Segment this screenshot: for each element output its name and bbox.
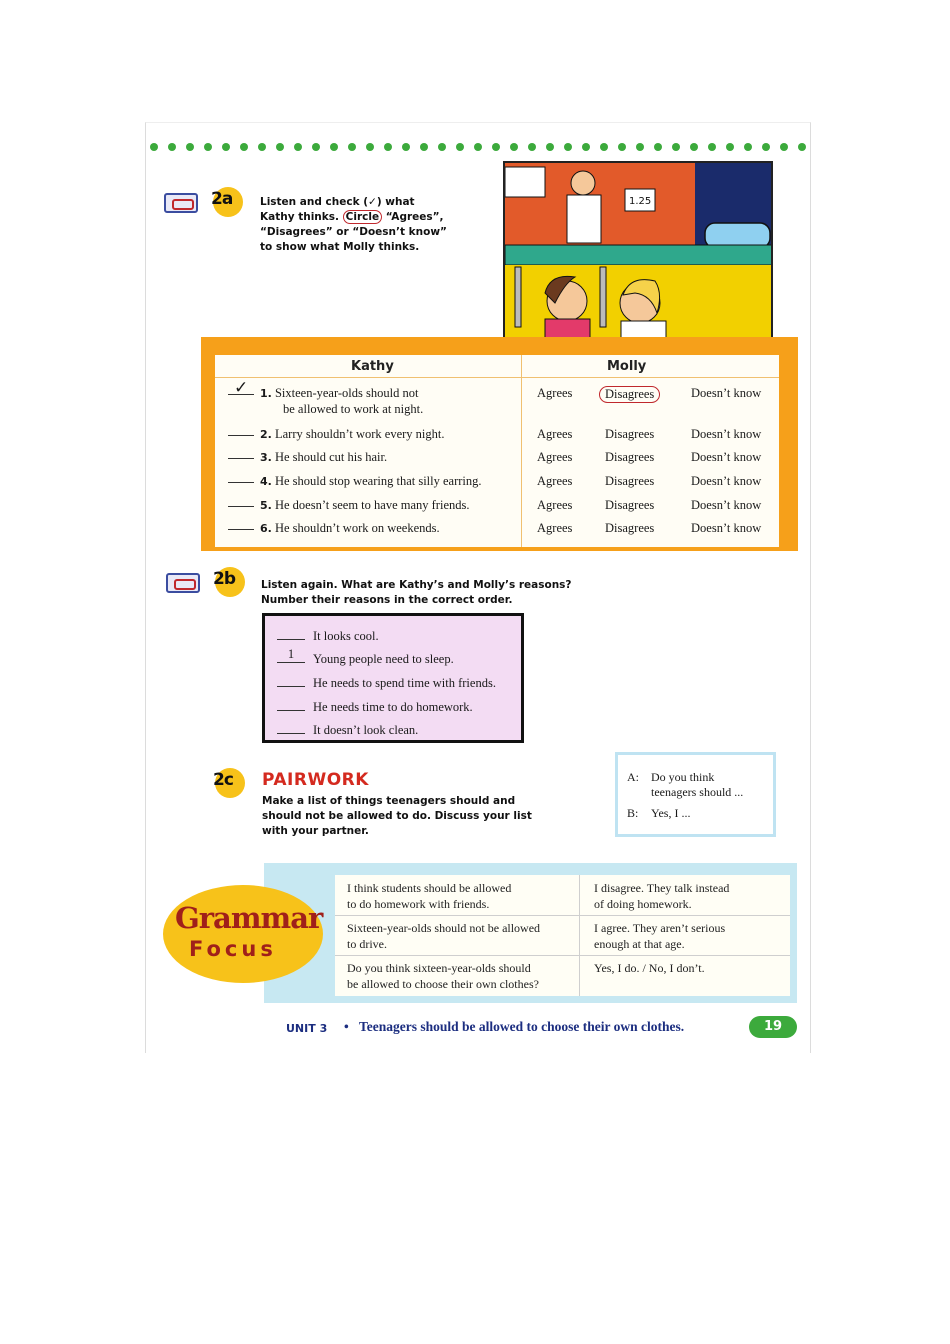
divider-dot	[546, 143, 554, 151]
header-molly: Molly	[607, 359, 647, 374]
order-blank[interactable]	[277, 625, 305, 640]
divider-dot	[600, 143, 608, 151]
option-agrees[interactable]: Agrees	[537, 521, 573, 535]
divider-dot	[456, 143, 464, 151]
divider-dot	[474, 143, 482, 151]
divider-dot	[348, 143, 356, 151]
divider-dot	[690, 143, 698, 151]
section-badge-2c: 2c	[215, 768, 245, 798]
grammar-statement-cont: to drive.	[347, 937, 387, 951]
answer-blank[interactable]	[228, 505, 254, 507]
option-agrees[interactable]: Agrees	[537, 386, 573, 400]
check-mark: ✓	[234, 378, 249, 397]
reason-text: It looks cool.	[313, 629, 379, 643]
option-disagrees[interactable]: Disagrees	[605, 521, 655, 535]
divider-dot	[636, 143, 644, 151]
answer-blank[interactable]	[228, 434, 254, 436]
divider-dot	[402, 143, 410, 151]
item-number: 3.	[260, 451, 272, 464]
divider-dot	[708, 143, 716, 151]
grammar-focus-subtitle: Focus	[189, 937, 277, 961]
grammar-response-cont: enough at that age.	[594, 937, 685, 951]
circled-word: Circle	[343, 210, 382, 224]
grammar-statement-cont: to do homework with friends.	[347, 897, 490, 911]
answer-blank[interactable]	[228, 528, 254, 530]
option-agrees[interactable]: Agrees	[537, 450, 573, 464]
reason-text: He needs to spend time with friends.	[313, 676, 496, 690]
footer-bullet: •	[344, 1019, 349, 1034]
divider-dot	[672, 143, 680, 151]
statement-text: He shouldn’t work on weekends.	[274, 521, 440, 535]
check-symbol: ✓	[368, 196, 377, 208]
order-blank[interactable]: 1	[277, 648, 305, 663]
option-doesnt-know[interactable]: Doesn’t know	[691, 474, 762, 488]
order-blank[interactable]	[277, 719, 305, 734]
option-disagrees[interactable]: Disagrees	[605, 450, 655, 464]
diner-scene	[505, 163, 773, 347]
reason-item	[277, 672, 496, 691]
grammar-response-cont: of doing homework.	[594, 897, 692, 911]
divider-dot	[654, 143, 662, 151]
diner-illustration	[503, 161, 773, 347]
grammar-focus-badge	[163, 885, 323, 983]
sample-dialog: A: Do you think teenagers should ... B: Yes, I ...	[615, 752, 776, 837]
instruction-2a: Listen and check (✓) what Kathy thinks. Circle “Agrees”, “Disagrees” or “Doesn’t know” to show what Molly thinks.	[260, 196, 447, 253]
divider-dot	[438, 143, 446, 151]
textbook-page	[145, 122, 811, 1053]
divider-dot	[330, 143, 338, 151]
statement-text: He should stop wearing that silly earring.	[274, 474, 482, 488]
option-doesnt-know[interactable]: Doesn’t know	[691, 427, 762, 441]
divider-dot	[294, 143, 302, 151]
option-agrees[interactable]: Agrees	[537, 474, 573, 488]
unit-label: UNIT 3	[286, 1022, 328, 1035]
divider-dot	[240, 143, 248, 151]
item-number: 2.	[260, 428, 272, 441]
option-agrees[interactable]: Agrees	[537, 498, 573, 512]
grammar-statement: I think students should be allowed	[347, 881, 512, 895]
divider-dot	[312, 143, 320, 151]
reason-text: Young people need to sleep.	[313, 652, 454, 666]
divider-dot	[564, 143, 572, 151]
grammar-statement: Do you think sixteen-year-olds should	[347, 961, 531, 975]
item-number: 4.	[260, 475, 272, 488]
reason-text: It doesn’t look clean.	[313, 723, 419, 737]
footer-title: Teenagers should be allowed to choose their own clothes.	[359, 1019, 685, 1034]
instruction-2c: Make a list of things teenagers should and should not be allowed to do. Discuss your list with your partner.	[262, 795, 532, 837]
grammar-focus-table	[335, 875, 790, 996]
divider-dot	[168, 143, 176, 151]
divider-dot	[222, 143, 230, 151]
divider-dot	[366, 143, 374, 151]
cassette-icon	[164, 193, 198, 213]
section-badge-2a: 2a	[213, 187, 243, 217]
statement-text-cont: be allowed to work at night.	[283, 402, 424, 416]
divider-dot	[744, 143, 752, 151]
reason-item	[277, 719, 418, 738]
grammar-focus-title: Grammar	[175, 901, 323, 935]
option-disagrees[interactable]: Disagrees	[599, 386, 660, 403]
option-disagrees[interactable]: Disagrees	[605, 498, 655, 512]
pairwork-title: PAIRWORK	[262, 770, 369, 790]
option-doesnt-know[interactable]: Doesn’t know	[691, 386, 762, 400]
order-blank[interactable]	[277, 672, 305, 687]
divider-dot	[492, 143, 500, 151]
reasons-box	[262, 613, 524, 743]
grammar-response: Yes, I do. / No, I don’t.	[594, 961, 705, 975]
header-kathy: Kathy	[351, 359, 394, 374]
divider-dot	[798, 143, 806, 151]
grammar-statement: Sixteen-year-olds should not be allowed	[347, 921, 541, 935]
item-number: 6.	[260, 522, 272, 535]
divider-dot	[618, 143, 626, 151]
option-doesnt-know[interactable]: Doesn’t know	[691, 450, 762, 464]
order-blank[interactable]	[277, 696, 305, 711]
page-number: 19	[749, 1016, 797, 1038]
divider-dot	[780, 143, 788, 151]
statement-text: Larry shouldn’t work every night.	[274, 427, 445, 441]
option-doesnt-know[interactable]: Doesn’t know	[691, 521, 762, 535]
cassette-icon	[166, 573, 200, 593]
option-doesnt-know[interactable]: Doesn’t know	[691, 498, 762, 512]
reason-item	[277, 625, 379, 644]
answer-blank[interactable]	[228, 481, 254, 483]
divider-dot	[186, 143, 194, 151]
divider-dot	[204, 143, 212, 151]
item-number: 5.	[260, 499, 272, 512]
divider-dot	[510, 143, 518, 151]
divider-dot	[582, 143, 590, 151]
reason-item	[277, 696, 473, 715]
dotted-divider	[146, 143, 810, 155]
item-number: 1.	[260, 387, 272, 400]
instruction-2b: Listen again. What are Kathy’s and Molly’s reasons? Number their reasons in the correct order.	[261, 579, 572, 606]
statement-text: Sixteen-year-olds should not	[274, 386, 419, 400]
divider-dot	[528, 143, 536, 151]
divider-dot	[384, 143, 392, 151]
divider-dot	[258, 143, 266, 151]
answer-blank[interactable]	[228, 457, 254, 459]
grammar-statement-cont: be allowed to choose their own clothes?	[347, 977, 539, 991]
option-disagrees[interactable]: Disagrees	[605, 427, 655, 441]
divider-dot	[276, 143, 284, 151]
reason-item	[277, 648, 454, 667]
reason-text: He needs time to do homework.	[313, 700, 473, 714]
divider-dot	[762, 143, 770, 151]
divider-dot	[726, 143, 734, 151]
option-agrees[interactable]: Agrees	[537, 427, 573, 441]
svg-text:1.25: 1.25	[629, 196, 652, 207]
statement-text: He doesn’t seem to have many friends.	[274, 498, 470, 512]
grammar-response: I agree. They aren’t serious	[594, 921, 726, 935]
statement-text: He should cut his hair.	[274, 450, 388, 464]
divider-dot	[150, 143, 158, 151]
divider-dot	[420, 143, 428, 151]
section-badge-2b: 2b	[215, 567, 245, 597]
grammar-response: I disagree. They talk instead	[594, 881, 730, 895]
option-disagrees[interactable]: Disagrees	[605, 474, 655, 488]
